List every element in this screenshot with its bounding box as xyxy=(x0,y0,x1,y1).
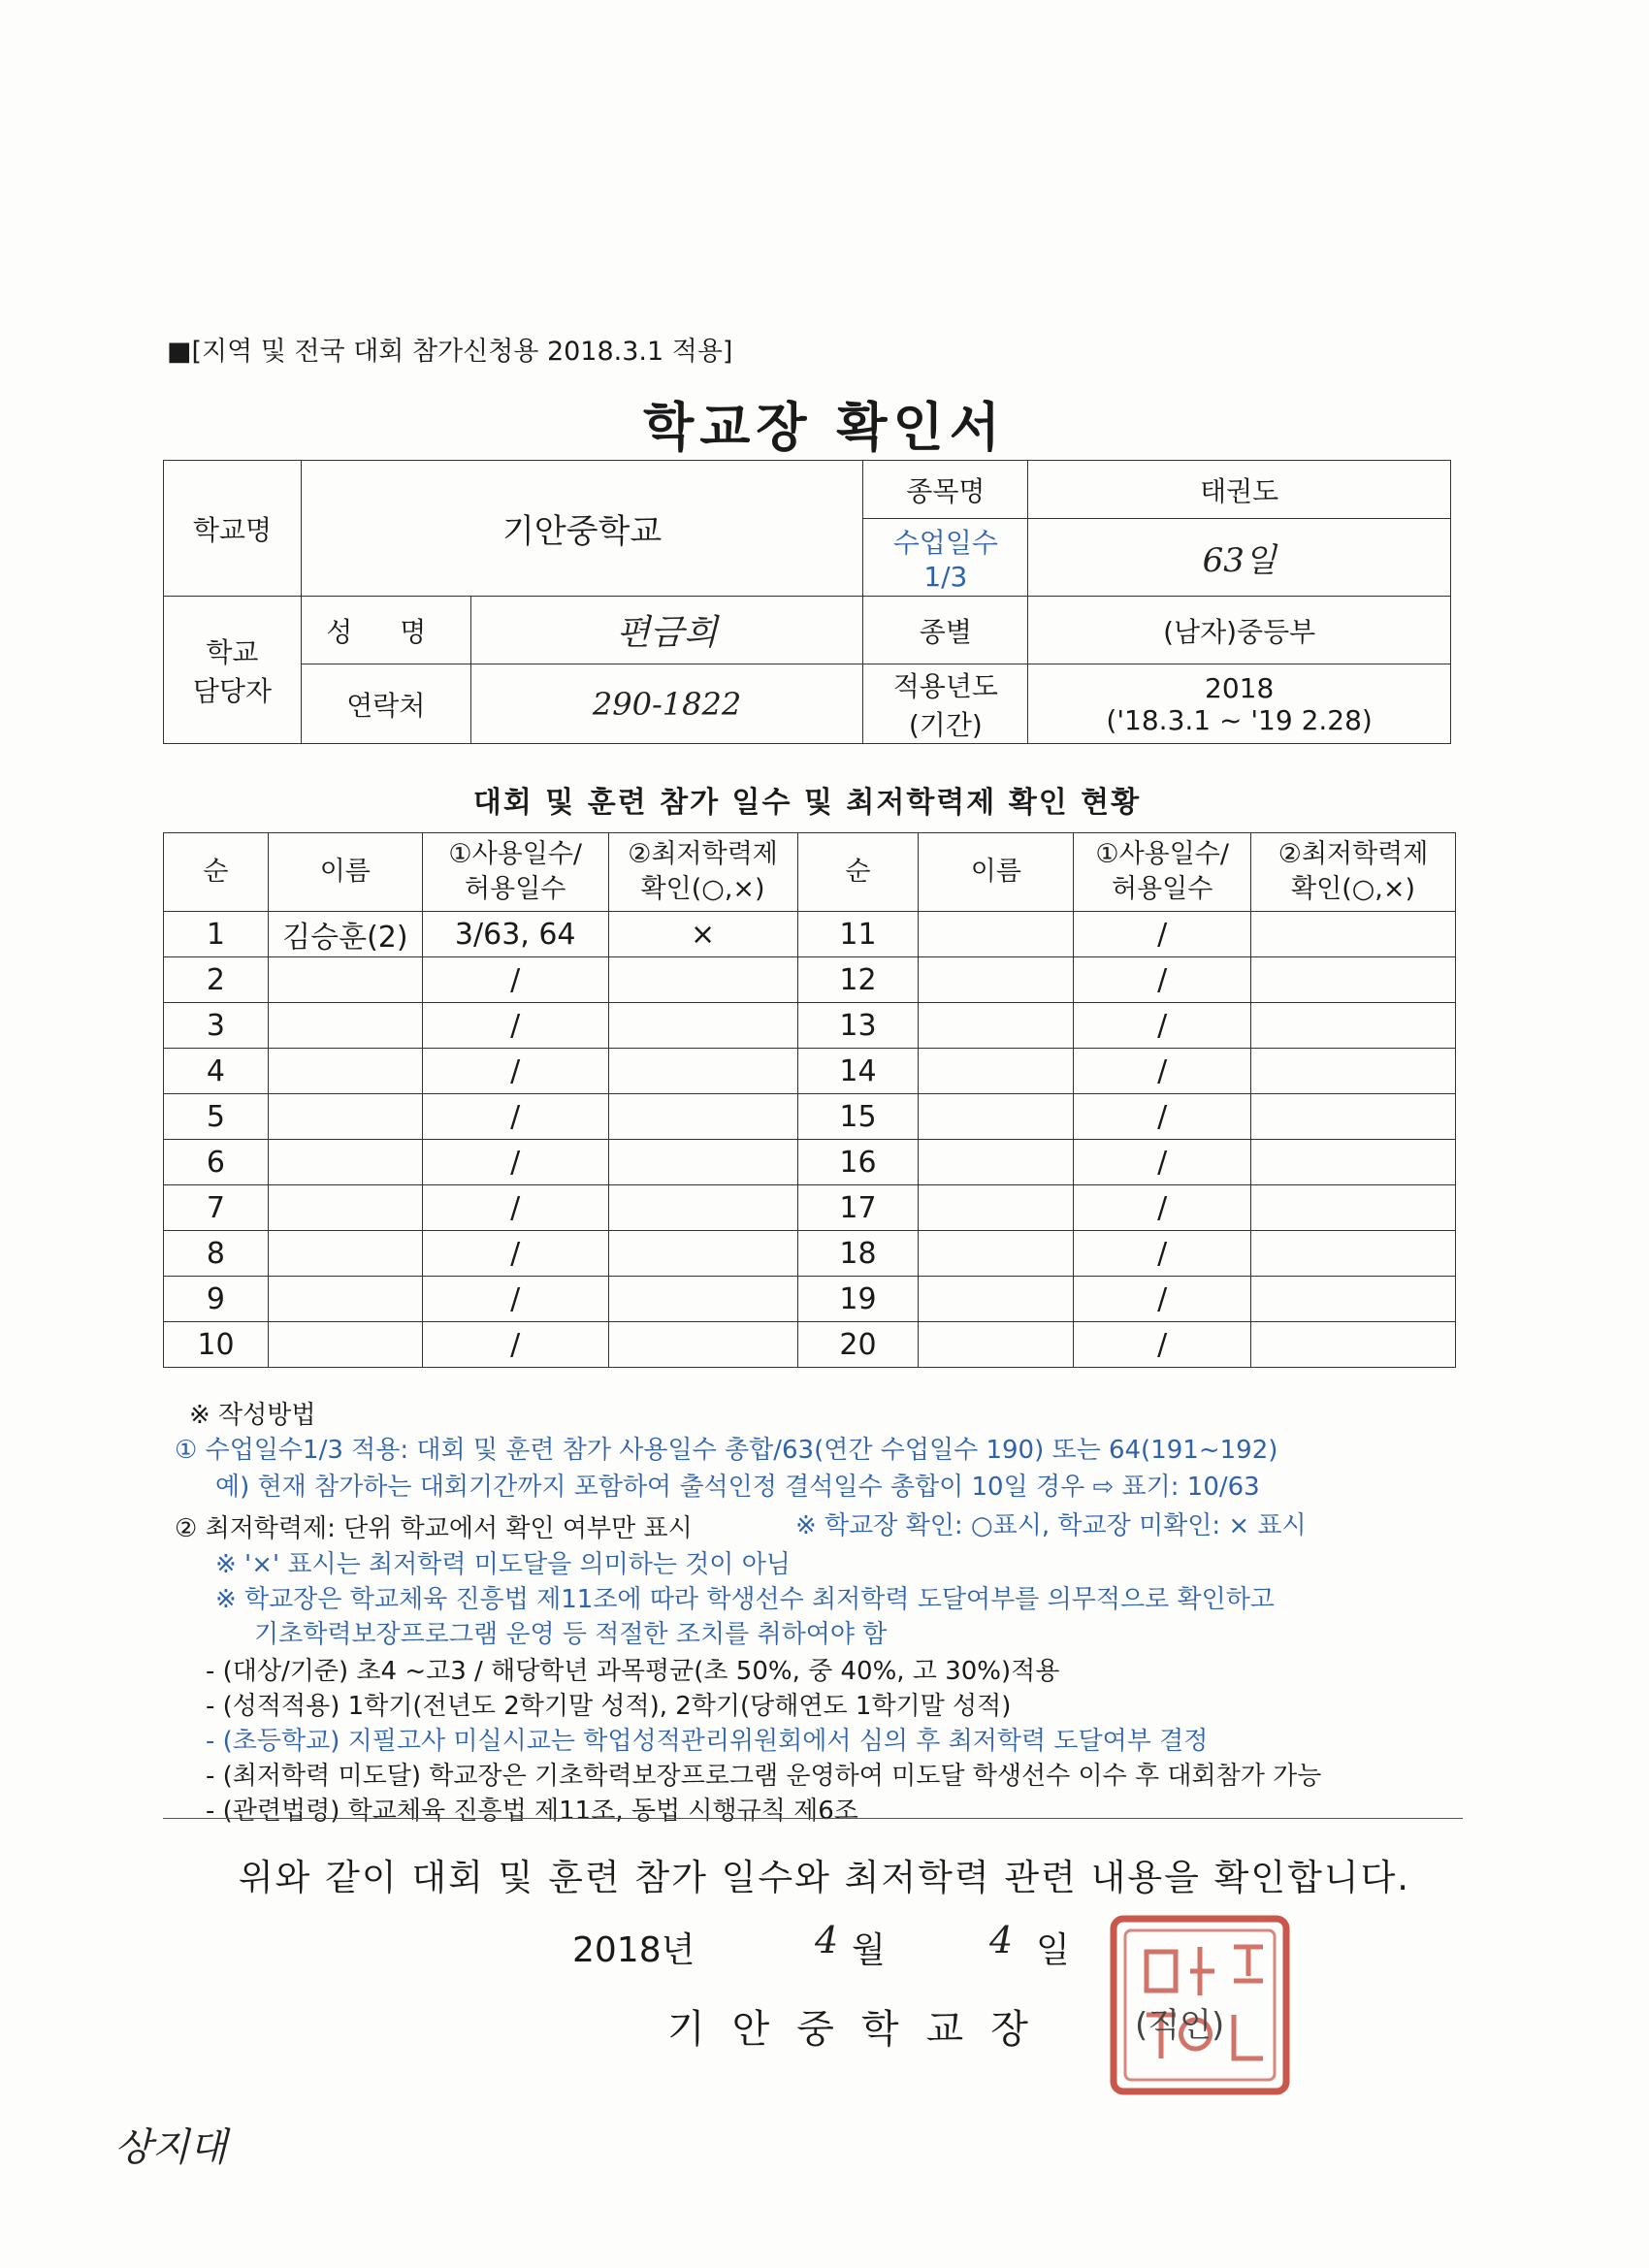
row-no: 15 xyxy=(797,1094,919,1140)
row-check xyxy=(1251,1185,1456,1231)
note-line-7: - (대상/기준) 초4 ~고3 / 해당학년 과목평균(초 50%, 중 40%, 고 30%)적용 xyxy=(206,1657,1060,1686)
roster-row xyxy=(164,1185,1456,1231)
row-no: 20 xyxy=(797,1322,919,1368)
row-check xyxy=(608,1231,797,1277)
row-check xyxy=(608,1140,797,1185)
roster-row xyxy=(164,957,1456,1003)
note-line-8: - (성적적용) 1학기(전년도 2학기말 성적), 2학기(당해연도 1학기말 성적) xyxy=(206,1692,1012,1721)
name-value: 편금희 xyxy=(470,597,863,664)
row-no: 19 xyxy=(797,1277,919,1322)
row-no: 17 xyxy=(797,1185,919,1231)
row-no: 11 xyxy=(797,912,919,957)
row-no: 5 xyxy=(164,1094,269,1140)
row-days: / xyxy=(1074,1140,1251,1185)
staff-label xyxy=(164,597,302,744)
days-header-line2: 허용일수 xyxy=(465,874,566,904)
row-no: 12 xyxy=(797,957,919,1003)
header-note: ■[지역 및 전국 대회 참가신청용 2018.3.1 적용] xyxy=(167,337,733,367)
roster-table xyxy=(163,832,1456,1368)
days-header-line2-2: 허용일수 xyxy=(1112,874,1213,904)
row-no: 10 xyxy=(164,1322,269,1368)
row-check xyxy=(1251,1231,1456,1277)
row-check xyxy=(1251,1277,1456,1322)
roster-row xyxy=(164,1094,1456,1140)
year-value-line1: 2018 xyxy=(1205,671,1275,704)
roster-row xyxy=(164,1277,1456,1322)
event-label: 종목명 xyxy=(863,461,1028,519)
year-label-line2: (기간) xyxy=(908,708,983,741)
principal-name: 기안중학교장 xyxy=(667,2007,1055,2052)
corner-handwritten-note: 상지대 xyxy=(114,2125,227,2170)
school-name-value: 기안중학교 xyxy=(301,461,863,597)
row-no: 9 xyxy=(164,1277,269,1322)
row-name xyxy=(919,1185,1074,1231)
row-no: 8 xyxy=(164,1231,269,1277)
row-days: / xyxy=(422,1049,608,1094)
row-name xyxy=(268,1322,422,1368)
date-month-value: 4 xyxy=(815,1919,839,1961)
row-name: 김승훈(2) xyxy=(268,912,422,957)
row-days: / xyxy=(422,1140,608,1185)
document-title: 학교장 확인서 xyxy=(643,397,1006,458)
note-line-5: ※ 학교장은 학교체육 진흥법 제11조에 따라 학생선수 최저학력 도달여부를 의무적으로 확인하고 xyxy=(215,1585,1275,1614)
row-days: / xyxy=(1074,1185,1251,1231)
row-name xyxy=(919,1277,1074,1322)
seal-note: (직인) xyxy=(1135,2006,1225,2045)
row-name xyxy=(919,1322,1074,1368)
days-header-line1: ①사용일수/ xyxy=(448,839,583,869)
date-day-value: 4 xyxy=(989,1919,1014,1961)
contact-label: 연락처 xyxy=(301,664,470,744)
col-check-header-2 xyxy=(1251,833,1456,912)
roster-row xyxy=(164,1322,1456,1368)
row-no: 18 xyxy=(797,1231,919,1277)
note-line-6: 기초학력보장프로그램 운영 등 적절한 조치를 취하여야 함 xyxy=(254,1620,888,1649)
note-line-4: ※ '×' 표시는 최저학력 미도달을 의미하는 것이 아님 xyxy=(215,1550,791,1579)
row-days: / xyxy=(422,1231,608,1277)
row-name xyxy=(919,912,1074,957)
row-days: / xyxy=(422,1277,608,1322)
row-no: 14 xyxy=(797,1049,919,1094)
row-days: / xyxy=(422,957,608,1003)
school-name-label: 학교명 xyxy=(164,461,302,597)
row-no: 13 xyxy=(797,1003,919,1049)
class-days-label-line2: 1/3 xyxy=(923,561,968,593)
note-line-2: 예) 현재 참가하는 대회기간까지 포함하여 출석인정 결석일수 총합이 10일 경우 ⇨ 표기: 10/63 xyxy=(215,1473,1260,1502)
roster-row xyxy=(164,1049,1456,1094)
row-days: / xyxy=(422,1185,608,1231)
year-label xyxy=(863,664,1028,744)
note-line-3a: ② 최저학력제: 단위 학교에서 확인 여부만 표시 xyxy=(175,1514,693,1543)
status-title: 대회 및 훈련 참가 일수 및 최저학력제 확인 현황 xyxy=(472,786,1142,820)
row-no: 16 xyxy=(797,1140,919,1185)
note-line-10: - (최저학력 미도달) 학교장은 기초학력보장프로그램 운영하여 미도달 학생선수 이수 후 대회참가 가능 xyxy=(206,1762,1322,1791)
note-line-9: - (초등학교) 지필고사 미실시교는 학업성적관리위원회에서 심의 후 최저학력 도달여부 결정 xyxy=(206,1727,1209,1756)
row-days: / xyxy=(422,1094,608,1140)
row-days: / xyxy=(1074,1231,1251,1277)
row-days: / xyxy=(1074,1003,1251,1049)
row-check xyxy=(1251,957,1456,1003)
row-no: 2 xyxy=(164,957,269,1003)
row-days: / xyxy=(422,1322,608,1368)
row-no: 1 xyxy=(164,912,269,957)
staff-label-line2: 담당자 xyxy=(192,674,273,707)
row-days: / xyxy=(1074,1322,1251,1368)
row-name xyxy=(268,1140,422,1185)
row-days: / xyxy=(1074,1277,1251,1322)
row-check xyxy=(608,1185,797,1231)
row-days: 3/63, 64 xyxy=(422,912,608,957)
col-name-header: 이름 xyxy=(268,833,422,912)
col-name-header-2: 이름 xyxy=(919,833,1074,912)
row-name xyxy=(268,1003,422,1049)
row-name xyxy=(268,957,422,1003)
check-header-line1-2: ②최저학력제 xyxy=(1277,839,1429,869)
row-check xyxy=(608,1277,797,1322)
row-name xyxy=(919,1003,1074,1049)
row-check xyxy=(608,957,797,1003)
note-line-11: - (관련법령) 학교체육 진흥법 제11조, 동법 시행규칙 제6조 xyxy=(206,1797,858,1826)
category-label: 종별 xyxy=(863,597,1028,664)
roster-row xyxy=(164,1231,1456,1277)
roster-header-row xyxy=(164,833,1456,912)
divider-line xyxy=(163,1818,1463,1819)
name-label: 성 명 xyxy=(301,597,470,664)
row-days: / xyxy=(1074,1094,1251,1140)
class-days-label-line1: 수업일수 xyxy=(892,527,998,559)
row-check xyxy=(1251,1322,1456,1368)
row-name xyxy=(268,1277,422,1322)
row-check xyxy=(1251,912,1456,957)
row-name xyxy=(919,1049,1074,1094)
col-check-header xyxy=(608,833,797,912)
class-days-label xyxy=(863,519,1028,597)
col-days-header-2 xyxy=(1074,833,1251,912)
row-check xyxy=(1251,1049,1456,1094)
row-name xyxy=(919,1094,1074,1140)
roster-row xyxy=(164,912,1456,957)
year-value-line2: ('18.3.1 ~ '19 2.28) xyxy=(1106,703,1373,736)
row-check xyxy=(608,1322,797,1368)
note-line-1: ① 수업일수1/3 적용: 대회 및 훈련 참가 사용일수 총합/63(연간 수업일수 190) 또는 64(191~192) xyxy=(175,1436,1278,1465)
row-check xyxy=(608,1094,797,1140)
col-days-header xyxy=(422,833,608,912)
category-value: (남자)중등부 xyxy=(1028,597,1451,664)
confirm-statement: 위와 같이 대회 및 훈련 참가 일수와 최저학력 관련 내용을 확인합니다. xyxy=(238,1857,1411,1898)
row-name xyxy=(919,1231,1074,1277)
row-check xyxy=(1251,1003,1456,1049)
row-no: 3 xyxy=(164,1003,269,1049)
row-check: × xyxy=(608,912,797,957)
contact-value: 290-1822 xyxy=(470,664,863,744)
roster-row xyxy=(164,1003,1456,1049)
row-name xyxy=(919,1140,1074,1185)
row-no: 7 xyxy=(164,1185,269,1231)
note-line-3b: ※ 학교장 확인: ○표시, 학교장 미확인: × 표시 xyxy=(795,1511,1307,1540)
check-header-line2-2: 확인(○,×) xyxy=(1291,874,1416,904)
row-no: 4 xyxy=(164,1049,269,1094)
year-label-line1: 적용년도 xyxy=(892,669,998,702)
event-value: 태권도 xyxy=(1028,461,1451,519)
col-no-header-2: 순 xyxy=(797,833,919,912)
row-check xyxy=(1251,1140,1456,1185)
check-header-line1: ②최저학력제 xyxy=(628,839,778,869)
col-no-header: 순 xyxy=(164,833,269,912)
info-table xyxy=(163,460,1451,744)
row-check xyxy=(1251,1094,1456,1140)
row-check xyxy=(608,1003,797,1049)
check-header-line2: 확인(○,×) xyxy=(640,874,765,904)
roster-row xyxy=(164,1140,1456,1185)
row-name xyxy=(268,1185,422,1231)
days-header-line1-2: ①사용일수/ xyxy=(1095,839,1229,869)
date-year: 2018년 xyxy=(572,1930,695,1970)
row-days: / xyxy=(1074,957,1251,1003)
row-name xyxy=(268,1231,422,1277)
year-value xyxy=(1028,664,1451,744)
staff-label-line1: 학교 xyxy=(206,635,259,668)
row-no: 6 xyxy=(164,1140,269,1185)
class-days-value: 63일 xyxy=(1028,519,1451,597)
row-days: / xyxy=(1074,912,1251,957)
row-name xyxy=(919,957,1074,1003)
date-month-unit: 월 xyxy=(852,1930,886,1970)
notes-heading: ※ 작성방법 xyxy=(189,1401,316,1430)
date-day-unit: 일 xyxy=(1036,1930,1070,1970)
row-days: / xyxy=(422,1003,608,1049)
row-name xyxy=(268,1094,422,1140)
row-check xyxy=(608,1049,797,1094)
row-name xyxy=(268,1049,422,1094)
row-days: / xyxy=(1074,1049,1251,1094)
